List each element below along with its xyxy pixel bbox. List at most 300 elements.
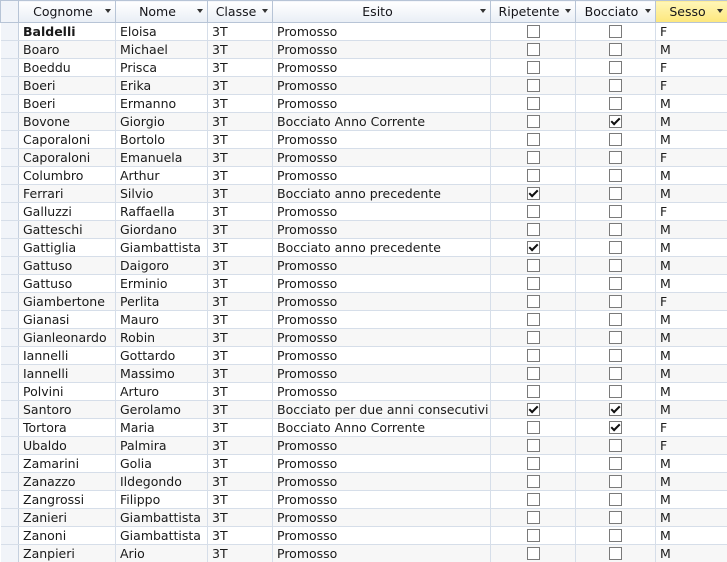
table-row[interactable] [1,23,727,41]
bocciato-checkbox[interactable] [609,115,622,128]
ripetente-checkbox[interactable] [527,223,540,236]
cell-nome[interactable]: Giambattista [116,239,208,257]
cell-classe[interactable]: 3T [208,149,273,167]
bocciato-checkbox[interactable] [609,475,622,488]
column-header-esito[interactable] [273,1,491,23]
bocciato-checkbox[interactable] [609,133,622,146]
cell-nome[interactable]: Eloisa [116,23,208,41]
cell-esito[interactable]: Promosso [273,473,491,491]
ripetente-checkbox[interactable] [527,421,540,434]
ripetente-checkbox[interactable] [527,277,540,290]
cell-classe[interactable]: 3T [208,527,273,545]
cell-nome[interactable]: Prisca [116,59,208,77]
cell-classe[interactable]: 3T [208,257,273,275]
cell-cognome[interactable]: Caporaloni [19,149,116,167]
ripetente-checkbox[interactable] [527,205,540,218]
bocciato-checkbox[interactable] [609,529,622,542]
cell-esito[interactable]: Bocciato per due anni consecutivi [273,401,491,419]
ripetente-checkbox[interactable] [527,385,540,398]
ripetente-checkbox[interactable] [527,61,540,74]
record-selector[interactable] [1,311,19,329]
ripetente-checkbox[interactable] [527,241,540,254]
cell-classe[interactable]: 3T [208,275,273,293]
cell-esito[interactable]: Promosso [273,509,491,527]
cell-classe[interactable]: 3T [208,401,273,419]
bocciato-checkbox[interactable] [609,547,622,560]
cell-nome[interactable]: Raffaella [116,203,208,221]
cell-esito[interactable]: Bocciato Anno Corrente [273,113,491,131]
record-selector[interactable] [1,293,19,311]
column-header-ripetente[interactable] [491,1,576,23]
cell-bocciato [576,329,656,347]
dropdown-arrow-icon[interactable] [565,9,571,13]
cell-classe[interactable]: 3T [208,131,273,149]
table-row[interactable] [1,77,727,95]
table-row[interactable] [1,131,727,149]
cell-classe[interactable]: 3T [208,293,273,311]
table-row[interactable] [1,437,727,455]
cell-ripetente [491,149,576,167]
cell-esito[interactable]: Promosso [273,59,491,77]
cell-sesso[interactable]: M [656,527,727,545]
record-selector[interactable] [1,329,19,347]
cell-sesso[interactable]: F [656,437,727,455]
bocciato-checkbox[interactable] [609,259,622,272]
cell-cognome[interactable]: Zanoni [19,527,116,545]
cell-nome[interactable]: Filippo [116,491,208,509]
cell-sesso[interactable]: F [656,293,727,311]
record-selector[interactable] [1,383,19,401]
cell-esito[interactable]: Promosso [273,95,491,113]
record-selector[interactable] [1,221,19,239]
bocciato-checkbox[interactable] [609,277,622,290]
table-row[interactable] [1,95,727,113]
record-selector[interactable] [1,95,19,113]
cell-nome[interactable]: Maria [116,419,208,437]
cell-nome[interactable]: Perlita [116,293,208,311]
cell-cognome[interactable]: Ferrari [19,185,116,203]
bocciato-checkbox[interactable] [609,79,622,92]
cell-esito[interactable]: Promosso [273,311,491,329]
cell-nome[interactable]: Ario [116,545,208,562]
cell-classe[interactable]: 3T [208,77,273,95]
ripetente-checkbox[interactable] [527,439,540,452]
cell-sesso[interactable]: M [656,491,727,509]
cell-bocciato [576,401,656,419]
record-selector[interactable] [1,113,19,131]
record-selector[interactable] [1,455,19,473]
cell-sesso[interactable]: M [656,239,727,257]
table-row[interactable] [1,113,727,131]
table-row[interactable] [1,221,727,239]
cell-ripetente [491,473,576,491]
ripetente-checkbox[interactable] [527,547,540,560]
record-selector[interactable] [1,401,19,419]
cell-esito[interactable]: Promosso [273,23,491,41]
table-row[interactable] [1,185,727,203]
cell-classe[interactable]: 3T [208,311,273,329]
cell-cognome[interactable]: Tortora [19,419,116,437]
cell-cognome[interactable]: Boaro [19,41,116,59]
ripetente-checkbox[interactable] [527,151,540,164]
bocciato-checkbox[interactable] [609,25,622,38]
cell-sesso[interactable]: F [656,77,727,95]
cell-sesso[interactable]: F [656,23,727,41]
cell-sesso[interactable]: F [656,419,727,437]
bocciato-checkbox[interactable] [609,295,622,308]
cell-esito[interactable]: Promosso [273,527,491,545]
cell-ripetente [491,239,576,257]
dropdown-arrow-icon[interactable] [645,9,651,13]
record-selector[interactable] [1,167,19,185]
dropdown-arrow-icon[interactable] [717,9,723,13]
cell-sesso[interactable]: M [656,113,727,131]
record-selector[interactable] [1,509,19,527]
cell-esito[interactable]: Promosso [273,329,491,347]
cell-sesso[interactable]: M [656,347,727,365]
cell-cognome[interactable]: Gianleonardo [19,329,116,347]
cell-nome[interactable]: Massimo [116,365,208,383]
ripetente-checkbox[interactable] [527,493,540,506]
cell-classe[interactable]: 3T [208,419,273,437]
cell-sesso[interactable]: M [656,95,727,113]
cell-esito[interactable]: Promosso [273,77,491,95]
bocciato-checkbox[interactable] [609,241,622,254]
column-label: Ripetente [498,4,560,19]
table-row[interactable] [1,293,727,311]
cell-nome[interactable]: Gottardo [116,347,208,365]
cell-sesso[interactable]: F [656,149,727,167]
cell-esito[interactable]: Promosso [273,167,491,185]
record-selector[interactable] [1,491,19,509]
table-row[interactable] [1,455,727,473]
record-selector[interactable] [1,473,19,491]
ripetente-checkbox[interactable] [527,259,540,272]
cell-classe[interactable]: 3T [208,545,273,562]
bocciato-checkbox[interactable] [609,223,622,236]
ripetente-checkbox[interactable] [527,529,540,542]
table-row[interactable] [1,509,727,527]
cell-cognome[interactable]: Galluzzi [19,203,116,221]
table-row[interactable] [1,527,727,545]
ripetente-checkbox[interactable] [527,475,540,488]
cell-nome[interactable]: Michael [116,41,208,59]
table-row[interactable] [1,59,727,77]
ripetente-checkbox[interactable] [527,25,540,38]
ripetente-checkbox[interactable] [527,187,540,200]
cell-cognome[interactable]: Iannelli [19,347,116,365]
cell-cognome[interactable]: Gianasi [19,311,116,329]
cell-sesso[interactable]: M [656,275,727,293]
cell-cognome[interactable]: Zanpieri [19,545,116,562]
column-header-cognome[interactable] [19,1,116,23]
ripetente-checkbox[interactable] [527,169,540,182]
cell-nome[interactable]: Erminio [116,275,208,293]
cell-classe[interactable]: 3T [208,383,273,401]
bocciato-checkbox[interactable] [609,439,622,452]
table-row[interactable] [1,239,727,257]
dropdown-arrow-icon[interactable] [480,9,486,13]
column-label: Classe [215,4,257,19]
cell-classe[interactable]: 3T [208,185,273,203]
cell-cognome[interactable]: Iannelli [19,365,116,383]
dropdown-arrow-icon[interactable] [262,9,268,13]
record-selector[interactable] [1,365,19,383]
cell-classe[interactable]: 3T [208,41,273,59]
cell-esito[interactable]: Promosso [273,149,491,167]
record-selector[interactable] [1,239,19,257]
bocciato-checkbox[interactable] [609,493,622,506]
cell-sesso[interactable]: M [656,365,727,383]
table-row[interactable] [1,419,727,437]
bocciato-checkbox[interactable] [609,367,622,380]
record-selector[interactable] [1,437,19,455]
cell-cognome[interactable]: Zanieri [19,509,116,527]
bocciato-checkbox[interactable] [609,187,622,200]
cell-esito[interactable]: Bocciato anno precedente [273,185,491,203]
cell-classe[interactable]: 3T [208,23,273,41]
cell-nome[interactable]: Arthur [116,167,208,185]
cell-cognome[interactable]: Boeri [19,95,116,113]
bocciato-checkbox[interactable] [609,385,622,398]
cell-sesso[interactable]: F [656,203,727,221]
record-selector[interactable] [1,131,19,149]
ripetente-checkbox[interactable] [527,133,540,146]
bocciato-checkbox[interactable] [609,169,622,182]
cell-sesso[interactable]: M [656,455,727,473]
bocciato-checkbox[interactable] [609,331,622,344]
cell-cognome[interactable]: Zanazzo [19,473,116,491]
cell-esito[interactable]: Promosso [273,41,491,59]
cell-nome[interactable]: Bortolo [116,131,208,149]
ripetente-checkbox[interactable] [527,295,540,308]
cell-cognome[interactable]: Zamarini [19,455,116,473]
cell-nome[interactable]: Ermanno [116,95,208,113]
cell-sesso[interactable]: M [656,257,727,275]
cell-nome[interactable]: Mauro [116,311,208,329]
cell-sesso[interactable]: M [656,185,727,203]
table-row[interactable] [1,149,727,167]
cell-cognome[interactable]: Zangrossi [19,491,116,509]
table-row[interactable] [1,275,727,293]
table-row[interactable] [1,311,727,329]
cell-cognome[interactable]: Boeri [19,77,116,95]
table-row[interactable] [1,383,727,401]
cell-ripetente [491,23,576,41]
cell-nome[interactable]: Golia [116,455,208,473]
table-row[interactable] [1,167,727,185]
cell-cognome[interactable]: Gattuso [19,257,116,275]
record-selector[interactable] [1,257,19,275]
cell-classe[interactable]: 3T [208,329,273,347]
cell-esito[interactable]: Promosso [273,257,491,275]
cell-esito[interactable]: Promosso [273,455,491,473]
column-header-sesso[interactable] [656,1,727,23]
cell-classe[interactable]: 3T [208,473,273,491]
table-row[interactable] [1,257,727,275]
cell-classe[interactable]: 3T [208,239,273,257]
ripetente-checkbox[interactable] [527,97,540,110]
record-selector[interactable] [1,77,19,95]
cell-ripetente [491,59,576,77]
record-selector[interactable] [1,185,19,203]
cell-esito[interactable]: Promosso [273,383,491,401]
cell-cognome[interactable]: Ubaldo [19,437,116,455]
record-selector[interactable] [1,149,19,167]
ripetente-checkbox[interactable] [527,457,540,470]
column-header-classe[interactable] [208,1,273,23]
cell-nome[interactable]: Giordano [116,221,208,239]
bocciato-checkbox[interactable] [609,313,622,326]
cell-nome[interactable]: Arturo [116,383,208,401]
cell-ripetente [491,293,576,311]
cell-sesso[interactable]: M [656,131,727,149]
cell-cognome[interactable]: Giambertone [19,293,116,311]
cell-cognome[interactable]: Caporaloni [19,131,116,149]
bocciato-checkbox[interactable] [609,349,622,362]
bocciato-checkbox[interactable] [609,403,622,416]
cell-sesso[interactable]: M [656,167,727,185]
cell-esito[interactable]: Bocciato anno precedente [273,239,491,257]
bocciato-checkbox[interactable] [609,61,622,74]
cell-nome[interactable]: Ildegondo [116,473,208,491]
cell-sesso[interactable]: M [656,473,727,491]
cell-classe[interactable]: 3T [208,365,273,383]
column-header-bocciato[interactable] [576,1,656,23]
ripetente-checkbox[interactable] [527,43,540,56]
cell-esito[interactable]: Promosso [273,203,491,221]
table-row[interactable] [1,365,727,383]
bocciato-checkbox[interactable] [609,43,622,56]
record-selector[interactable] [1,347,19,365]
bocciato-checkbox[interactable] [609,457,622,470]
table-row[interactable] [1,347,727,365]
ripetente-checkbox[interactable] [527,367,540,380]
cell-cognome[interactable]: Bovone [19,113,116,131]
cell-classe[interactable]: 3T [208,95,273,113]
cell-cognome[interactable]: Columbro [19,167,116,185]
cell-sesso[interactable]: M [656,509,727,527]
record-selector[interactable] [1,419,19,437]
ripetente-checkbox[interactable] [527,403,540,416]
cell-cognome[interactable]: Gatteschi [19,221,116,239]
cell-sesso[interactable]: M [656,329,727,347]
cell-nome[interactable]: Daigoro [116,257,208,275]
record-selector[interactable] [1,41,19,59]
table-row[interactable] [1,203,727,221]
ripetente-checkbox[interactable] [527,331,540,344]
record-selector[interactable] [1,59,19,77]
table-row[interactable] [1,491,727,509]
cell-nome[interactable]: Robin [116,329,208,347]
cell-nome[interactable]: Emanuela [116,149,208,167]
cell-sesso[interactable]: F [656,59,727,77]
cell-cognome[interactable]: Santoro [19,401,116,419]
cell-cognome[interactable]: Gattiglia [19,239,116,257]
cell-classe[interactable]: 3T [208,509,273,527]
ripetente-checkbox[interactable] [527,511,540,524]
dropdown-arrow-icon[interactable] [105,9,111,13]
record-selector[interactable] [1,23,19,41]
record-selector[interactable] [1,275,19,293]
ripetente-checkbox[interactable] [527,79,540,92]
cell-sesso[interactable]: M [656,545,727,562]
cell-ripetente [491,41,576,59]
cell-sesso[interactable]: M [656,401,727,419]
cell-sesso[interactable]: M [656,311,727,329]
cell-classe[interactable]: 3T [208,437,273,455]
cell-esito[interactable]: Promosso [273,437,491,455]
cell-cognome[interactable]: Gattuso [19,275,116,293]
record-selector[interactable] [1,527,19,545]
ripetente-checkbox[interactable] [527,349,540,362]
table-row[interactable] [1,473,727,491]
cell-esito[interactable]: Bocciato Anno Corrente [273,419,491,437]
bocciato-checkbox[interactable] [609,421,622,434]
cell-esito[interactable]: Promosso [273,491,491,509]
bocciato-checkbox[interactable] [609,97,622,110]
dropdown-arrow-icon[interactable] [197,9,203,13]
cell-esito[interactable]: Promosso [273,131,491,149]
cell-classe[interactable]: 3T [208,455,273,473]
table-row[interactable] [1,41,727,59]
cell-classe[interactable]: 3T [208,203,273,221]
cell-ripetente [491,365,576,383]
cell-esito[interactable]: Promosso [273,221,491,239]
cell-nome[interactable]: Giambattista [116,527,208,545]
cell-cognome[interactable]: Boeddu [19,59,116,77]
cell-esito[interactable]: Promosso [273,293,491,311]
cell-sesso[interactable]: M [656,221,727,239]
cell-nome[interactable]: Palmira [116,437,208,455]
bocciato-checkbox[interactable] [609,151,622,164]
cell-classe[interactable]: 3T [208,221,273,239]
table-row[interactable] [1,401,727,419]
cell-ripetente [491,77,576,95]
cell-cognome[interactable]: Baldelli [19,23,116,41]
record-selector[interactable] [1,545,19,562]
bocciato-checkbox[interactable] [609,205,622,218]
column-header-nome[interactable] [116,1,208,23]
cell-cognome[interactable]: Polvini [19,383,116,401]
cell-esito[interactable]: Promosso [273,275,491,293]
cell-bocciato [576,77,656,95]
cell-sesso[interactable]: M [656,383,727,401]
table-row[interactable] [1,545,727,562]
cell-classe[interactable]: 3T [208,491,273,509]
cell-nome[interactable]: Giambattista [116,509,208,527]
cell-classe[interactable]: 3T [208,113,273,131]
cell-esito[interactable]: Promosso [273,347,491,365]
cell-nome[interactable]: Silvio [116,185,208,203]
cell-nome[interactable]: Erika [116,77,208,95]
bocciato-checkbox[interactable] [609,511,622,524]
cell-sesso[interactable]: M [656,41,727,59]
cell-ripetente [491,167,576,185]
cell-nome[interactable]: Gerolamo [116,401,208,419]
record-selector[interactable] [1,203,19,221]
cell-esito[interactable]: Promosso [273,365,491,383]
cell-esito[interactable]: Promosso [273,545,491,562]
table-row[interactable] [1,329,727,347]
cell-nome[interactable]: Giorgio [116,113,208,131]
cell-classe[interactable]: 3T [208,347,273,365]
cell-classe[interactable]: 3T [208,167,273,185]
select-all-corner[interactable] [1,1,19,23]
cell-classe[interactable]: 3T [208,59,273,77]
ripetente-checkbox[interactable] [527,313,540,326]
ripetente-checkbox[interactable] [527,115,540,128]
